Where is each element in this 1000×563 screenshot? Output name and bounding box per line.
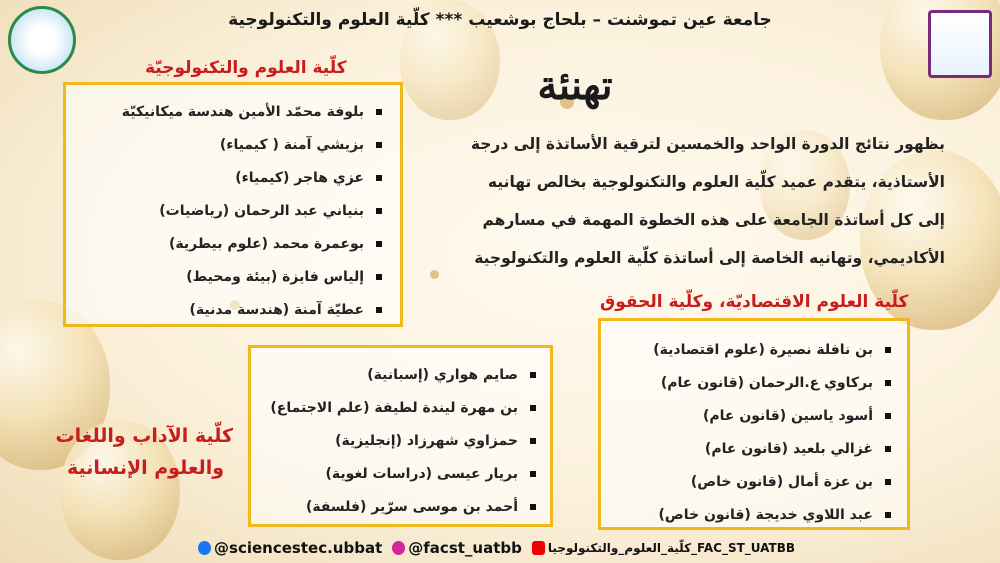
bullet-icon bbox=[530, 405, 536, 411]
list-item: صايم هواري (إسبانية) bbox=[261, 358, 536, 391]
bullet-icon bbox=[376, 175, 382, 181]
facebook-icon[interactable] bbox=[198, 541, 211, 555]
list-item: عبد اللاوي خديجة (قانون خاص) bbox=[611, 498, 891, 531]
bullet-icon bbox=[376, 274, 382, 280]
bullet-icon bbox=[885, 446, 891, 452]
bullet-icon bbox=[376, 109, 382, 115]
economics-faculty-title: كلّية العلوم الاقتصاديّة، وكلّية الحقوق bbox=[600, 292, 909, 312]
faculty-logo bbox=[928, 10, 992, 78]
bullet-icon bbox=[530, 471, 536, 477]
facebook-handle[interactable]: @sciencestec.ubbat bbox=[214, 539, 383, 557]
list-item: بن عزة أمال (قانون خاص) bbox=[611, 465, 891, 498]
instagram-icon[interactable] bbox=[392, 541, 405, 555]
page-header: جامعة عين تموشنت – بلحاج بوشعيب *** كلّية العلوم والتكنولوجية bbox=[228, 10, 772, 30]
bullet-icon bbox=[376, 307, 382, 313]
bullet-icon bbox=[376, 208, 382, 214]
list-item: أسود ياسين (قانون عام) bbox=[611, 399, 891, 432]
bullet-icon bbox=[885, 380, 891, 386]
announcement-line: إلى كل أساتذة الجامعة على هذه الخطوة المهمة في مسارهم bbox=[482, 211, 945, 229]
list-item: حمزاوي شهرزاد (إنجليزية) bbox=[261, 424, 536, 457]
economics-faculty-box bbox=[598, 318, 910, 530]
bullet-icon bbox=[376, 142, 382, 148]
social-footer bbox=[195, 539, 795, 557]
letters-title-line: كلّية الآداب واللغات bbox=[55, 425, 233, 447]
announcement-line: الأستاذية، يتقدم عميد كلّية العلوم والتكنولوجية بخالص تهانيه bbox=[487, 173, 945, 191]
letters-faculty-box bbox=[248, 345, 553, 527]
university-logo bbox=[8, 6, 76, 74]
list-item: بلوفة محمّد الأمين هندسة ميكانيكيّة bbox=[76, 95, 382, 128]
list-item: بريار عيسى (دراسات لغوية) bbox=[261, 457, 536, 490]
announcement-line: الأكاديمي، وتهانيه الخاصة إلى أساتذة كلّية العلوم والتكنولوجية bbox=[474, 249, 945, 267]
youtube-handle[interactable]: كلّية_العلوم_والتكنولوجيا_FAC_ST_UATBB bbox=[547, 541, 795, 555]
bullet-icon bbox=[530, 438, 536, 444]
list-item: بزيشي آمنة ( كيمياء) bbox=[76, 128, 382, 161]
bullet-icon bbox=[885, 512, 891, 518]
youtube-icon[interactable] bbox=[532, 541, 545, 555]
list-item: عزي هاجر (كيمياء) bbox=[76, 161, 382, 194]
bullet-icon bbox=[885, 347, 891, 353]
bullet-icon bbox=[885, 413, 891, 419]
bullet-icon bbox=[376, 241, 382, 247]
list-item: بركاوي ع.الرحمان (قانون عام) bbox=[611, 366, 891, 399]
science-faculty-title: كلّية العلوم والتكنولوجيّة bbox=[145, 58, 347, 78]
announcement-text bbox=[425, 125, 945, 277]
letters-faculty-title bbox=[55, 420, 233, 484]
list-item: بن نافلة نصيرة (علوم اقتصادية) bbox=[611, 333, 891, 366]
list-item: إلياس فايزة (بيئة ومحيط) bbox=[76, 260, 382, 293]
bullet-icon bbox=[530, 372, 536, 378]
list-item: بوعمرة محمد (علوم بيطرية) bbox=[76, 227, 382, 260]
bullet-icon bbox=[885, 479, 891, 485]
list-item: أحمد بن موسى سرّير (فلسفة) bbox=[261, 490, 536, 523]
greeting-title: تهنئة bbox=[537, 62, 613, 109]
letters-title-line: والعلوم الإنسانية bbox=[66, 457, 225, 479]
bullet-icon bbox=[530, 504, 536, 510]
list-item: بن مهرة ليندة لطيفة (علم الاجتماع) bbox=[261, 391, 536, 424]
instagram-handle[interactable]: @facst_uatbb bbox=[408, 539, 522, 557]
list-item: عطيّة آمنة (هندسة مدنية) bbox=[76, 293, 382, 326]
list-item: بنياني عبد الرحمان (رياضيات) bbox=[76, 194, 382, 227]
science-faculty-box bbox=[63, 82, 403, 327]
list-item: غزالي بلعيد (قانون عام) bbox=[611, 432, 891, 465]
announcement-line: بظهور نتائج الدورة الواحد والخمسين لترقية الأساتذة إلى درجة bbox=[470, 135, 945, 153]
